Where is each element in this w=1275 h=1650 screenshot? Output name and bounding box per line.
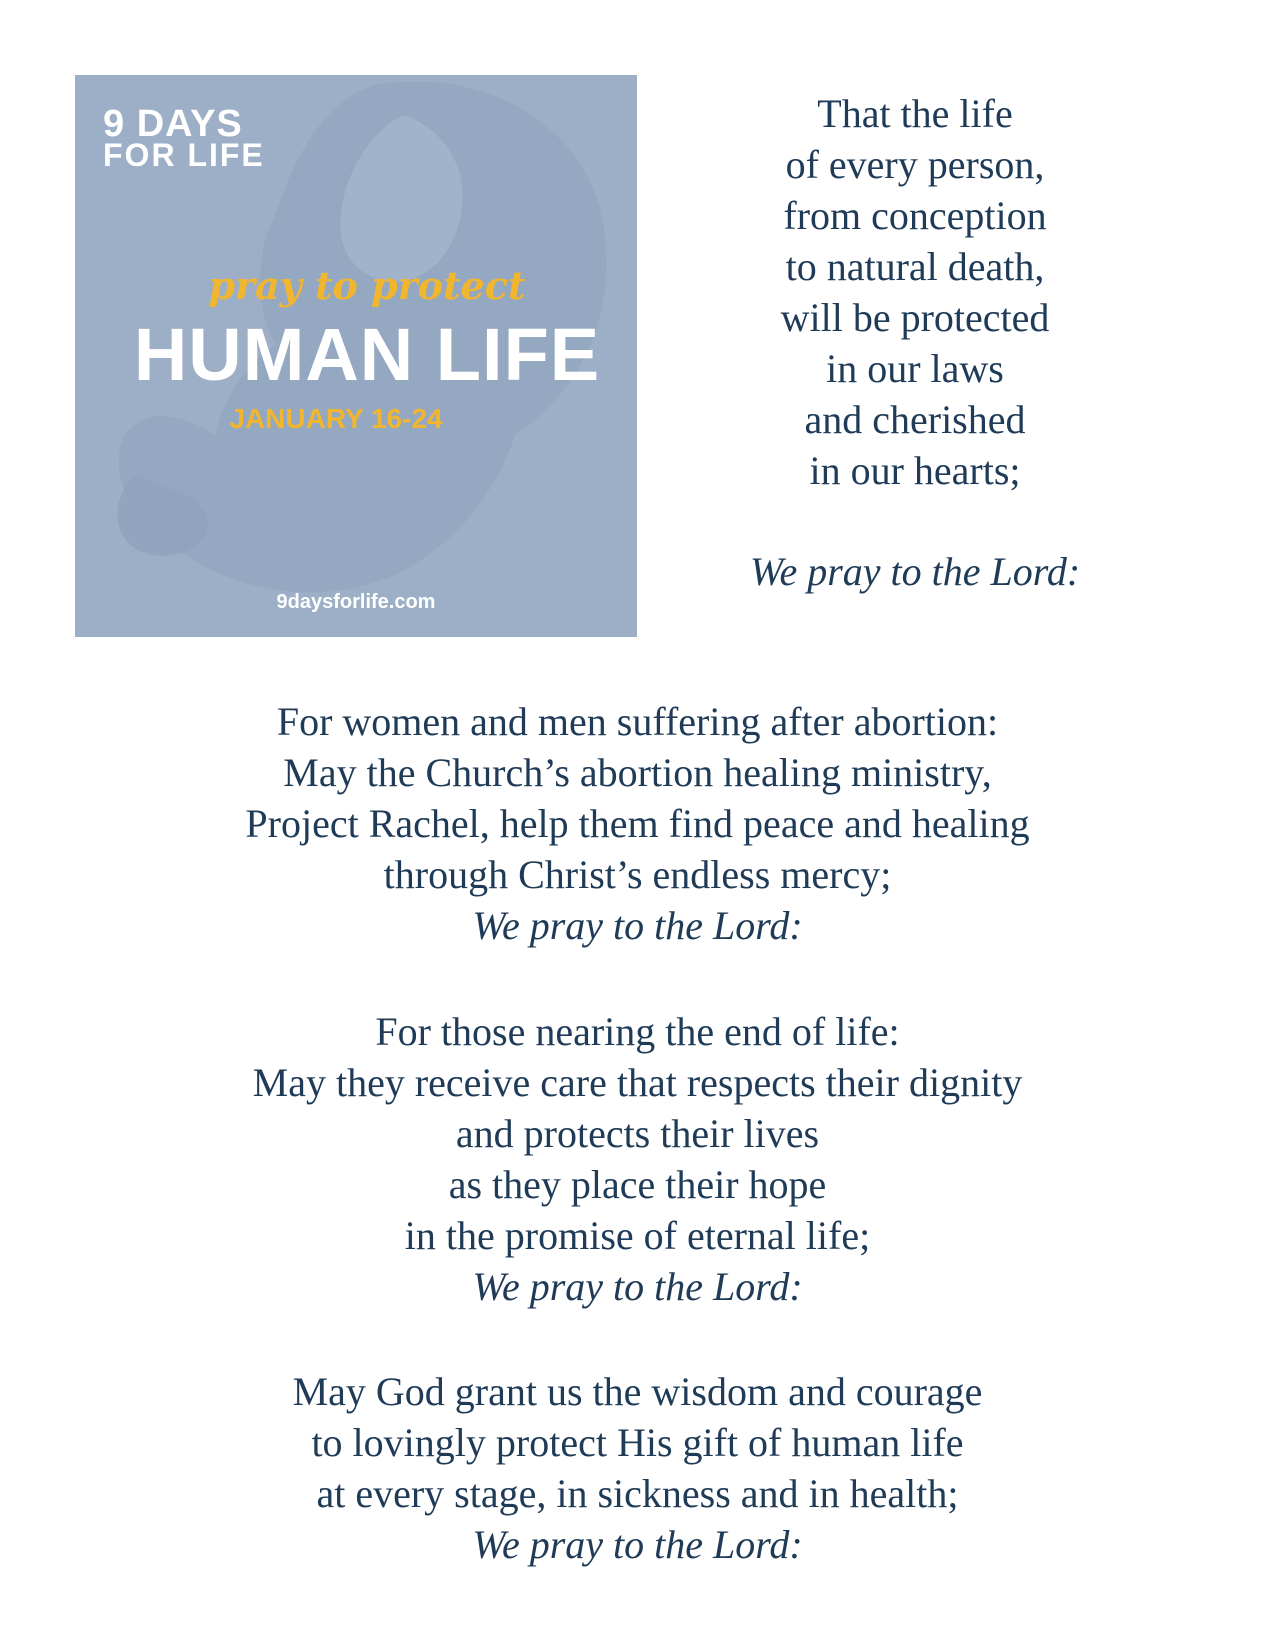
brand-line-2: FOR LIFE: [103, 137, 265, 174]
intention-line: May they receive care that respects their dignity: [252, 1060, 1023, 1105]
intention-line: That the life: [817, 91, 1013, 136]
intention-line: May God grant us the wisdom and courage: [292, 1369, 983, 1414]
intention-line: from conception: [783, 193, 1047, 238]
intention-line: For women and men suffering after abortion:: [276, 699, 999, 744]
intention-line: in the promise of eternal life;: [404, 1213, 871, 1258]
intention-line: and cherished: [804, 397, 1026, 442]
intention-1: [700, 88, 1130, 597]
response-line: We pray to the Lord:: [472, 903, 803, 948]
intention-line: of every person,: [785, 142, 1045, 187]
response-line: We pray to the Lord:: [472, 1522, 803, 1567]
banner-dates: JANUARY 16-24: [229, 403, 443, 434]
intention-3: [130, 1006, 1145, 1312]
brand-logo: [103, 103, 265, 174]
intention-line: For those nearing the end of life:: [375, 1009, 900, 1054]
banner-url: 9daysforlife.com: [276, 591, 436, 613]
intention-4: [130, 1366, 1145, 1570]
brand-line-1: 9 DAYS: [103, 103, 243, 145]
response-line: We pray to the Lord:: [749, 549, 1081, 594]
intention-line: Project Rachel, help them find peace and healing: [245, 801, 1030, 846]
intention-line: to natural death,: [785, 244, 1045, 289]
response-line: We pray to the Lord:: [472, 1264, 803, 1309]
intention-line: as they place their hope: [448, 1162, 827, 1207]
intention-2: [130, 696, 1145, 951]
intention-line: in our laws: [826, 346, 1004, 391]
intention-line: May the Church’s abortion healing ministry,: [283, 750, 992, 795]
intention-line: and protects their lives: [455, 1111, 820, 1156]
intention-line: through Christ’s endless mercy;: [383, 852, 892, 897]
intention-line: will be protected: [780, 295, 1050, 340]
nine-days-for-life-banner: [75, 75, 637, 637]
intention-line: to lovingly protect His gift of human life: [311, 1420, 964, 1465]
banner-headline: HUMAN LIFE: [133, 313, 601, 396]
intention-line: at every stage, in sickness and in health;: [316, 1471, 959, 1516]
intention-line: in our hearts;: [809, 448, 1021, 493]
banner-tagline: pray to protect: [208, 263, 526, 308]
